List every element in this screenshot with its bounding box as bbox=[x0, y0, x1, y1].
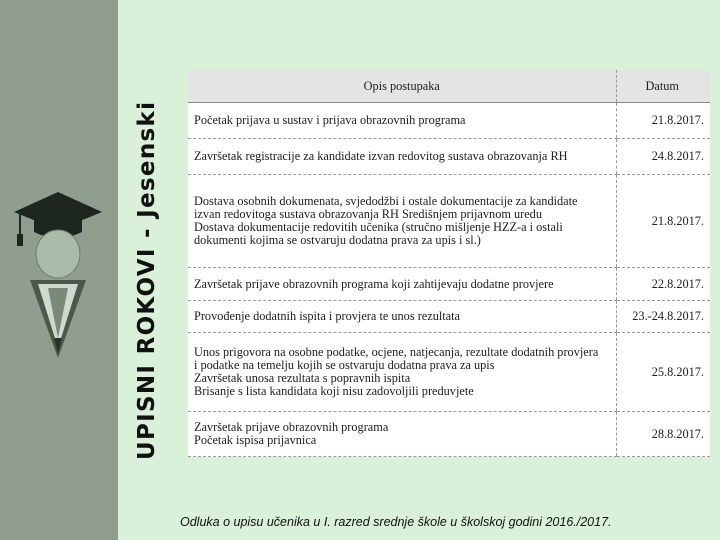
row-description bbox=[188, 333, 616, 412]
schedule-document bbox=[188, 70, 710, 457]
description-line: Unos prigovora na osobne podatke, ocjene, natjecanja, rezultate dodatnih provjera bbox=[194, 345, 599, 360]
description-line: izvan redovitoga sustava obrazovanja RH Središnjem prijavnom uredu bbox=[194, 207, 542, 222]
side-title: UPISNI ROKOVI - Jesenski bbox=[134, 100, 160, 460]
table-row bbox=[188, 333, 710, 412]
description-line: Početak ispisa prijavnica bbox=[194, 433, 317, 448]
description-line: i podatke na temelju kojih se ostvaruju dodatna prava za upis bbox=[194, 358, 495, 373]
description-line: Završetak prijave obrazovnih programa bbox=[194, 420, 389, 435]
row-date: 21.8.2017. bbox=[616, 175, 710, 268]
caption: Odluka o upisu učenika u I. razred srednje škole u školskoj godini 2016./2017. bbox=[180, 515, 612, 529]
header-date: Datum bbox=[616, 70, 710, 103]
row-description bbox=[188, 412, 616, 457]
row-description bbox=[188, 138, 616, 175]
row-date: 25.8.2017. bbox=[616, 333, 710, 412]
row-date: 23.-24.8.2017. bbox=[616, 300, 710, 332]
row-description bbox=[188, 268, 616, 300]
description-line: dokumenti kojima se ostvaruju dodatna prava za upis i sl.) bbox=[194, 233, 481, 248]
row-description bbox=[188, 175, 616, 268]
row-description bbox=[188, 300, 616, 332]
row-date: 21.8.2017. bbox=[616, 103, 710, 139]
row-date: 28.8.2017. bbox=[616, 412, 710, 457]
sidebar bbox=[0, 0, 118, 540]
description-line: Početak prijava u sustav i prijava obrazovnih programa bbox=[194, 112, 466, 127]
row-date: 22.8.2017. bbox=[616, 268, 710, 300]
description-line: Završetak prijave obrazovnih programa koji zahtijevaju dodatne provjere bbox=[194, 276, 554, 291]
row-date: 24.8.2017. bbox=[616, 138, 710, 175]
description-line: Dostava dokumentacije redovitih učenika (stručno mišljenje HZZ-a i ostali bbox=[194, 220, 563, 235]
description-line: Završetak unosa rezultata s popravnih ispita bbox=[194, 371, 411, 386]
description-line: Završetak registracije za kandidate izvan redovitog sustava obrazovanja RH bbox=[194, 148, 568, 163]
description-line: Brisanje s lista kandidata koji nisu zadovoljili preduvjete bbox=[194, 384, 474, 399]
description-line: Dostava osobnih dokumenata, svjedodžbi i ostale dokumentacije za kandidate bbox=[194, 194, 578, 209]
row-description bbox=[188, 103, 616, 139]
table-row bbox=[188, 138, 710, 175]
schedule-table bbox=[188, 70, 710, 457]
header-description: Opis postupaka bbox=[188, 70, 616, 103]
graduate-pencil-icon bbox=[10, 188, 102, 358]
table-row bbox=[188, 412, 710, 457]
table-header-row bbox=[188, 70, 710, 103]
description-line: Provođenje dodatnih ispita i provjera te unos rezultata bbox=[194, 309, 461, 323]
table-row bbox=[188, 175, 710, 268]
table-row bbox=[188, 268, 710, 300]
table-row bbox=[188, 103, 710, 139]
table-row bbox=[188, 300, 710, 332]
